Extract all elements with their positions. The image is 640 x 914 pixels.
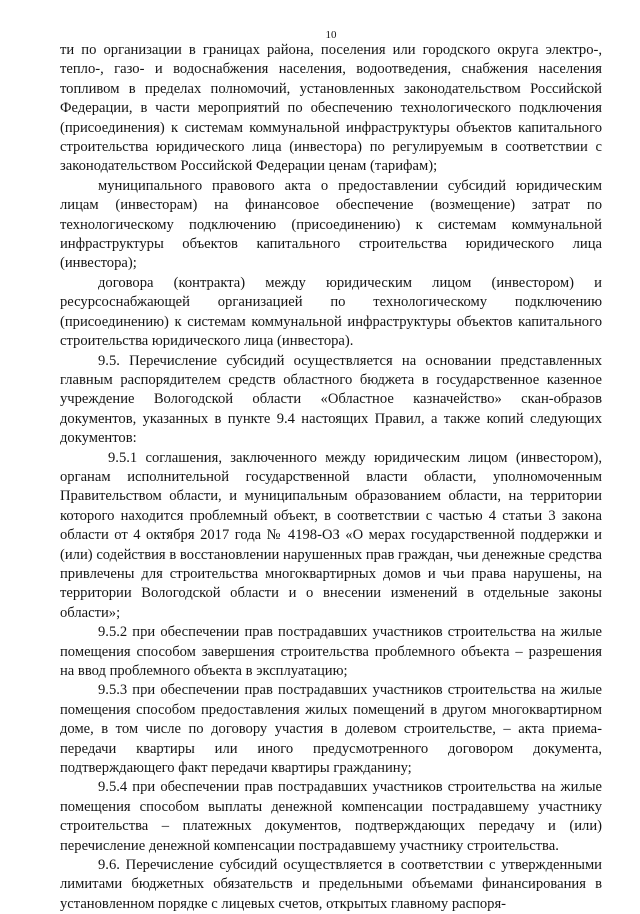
paragraph-9-5-3: 9.5.3 при обеспечении прав пострадавших участников строительства на жилые помещения способом предоставления жилых помещений в другом многоквартирном доме, в том числе по договору участия в долевом строительстве, – акта приема-передачи квартиры или иного предусмотренного договором документа, подтверждающего факт передачи квартиры гражданину; bbox=[60, 682, 602, 777]
paragraph-contract: договора (контракта) между юридическим лицом (инвестором) и ресурсоснабжающей организацией по технологическому подключению (присоединению) к системам коммунальной инфраструктуры объектов капитального строительства юридического лица (инвестора). bbox=[60, 274, 602, 350]
paragraph-continuation: ти по организации в границах района, поселения или городского округа электро-, тепло-, газо- и водоснабжения населения, водоотведения, снабжения населения топливом в пределах полномочий, установленных законодательством Российской Федерации, в части мероприятий по обеспечению технологического подключения (присоединения) к системам коммунальной инфраструктуры объектов капитального строительства юридического лица (инвестора) по регулируемым в соответствии с законодательством Российской Федерации ценам (тарифам); bbox=[60, 42, 602, 175]
paragraph-9-5: 9.5. Перечисление субсидий осуществляется на основании представленных главным распорядителем средств областного бюджета в государственное казенное учреждение Вологодской области «Областное казначейство» скан-образов документов, указанных в пункте 9.4 настоящих Правил, а также копий следующих документов: bbox=[60, 352, 602, 447]
document-body bbox=[60, 41, 602, 914]
document-page bbox=[60, 0, 602, 912]
paragraph-municipal-act: муниципального правового акта о предоставлении субсидий юридическим лицам (инвесторам) на финансовое обеспечение (возмещение) затрат по технологическому подключению (присоединению) к системам коммунальной инфраструктуры объектов капитального строительства юридического лица (инвестора); bbox=[60, 177, 602, 272]
paragraph-9-5-2: 9.5.2 при обеспечении прав пострадавших участников строительства на жилые помещения способом завершения строительства проблемного объекта – разрешения на ввод проблемного объекта в эксплуатацию; bbox=[60, 624, 602, 679]
page-number: 10 bbox=[325, 29, 337, 41]
paragraph-9-5-1: 9.5.1 соглашения, заключенного между юридическим лицом (инвестором), органам исполнительной государственной власти области, уполномоченным Правительством области, и муниципальным образованием области, на территории которого находится проблемный объект, в соответствии с частью 4 статьи 3 закона области от 4 октября 2017 года № 4198-ОЗ «О мерах государственной поддержки и (или) содействия в восстановлении нарушенных прав граждан, чьи денежные средства привлечены для строительства многоквартирных домов и чьи права нарушены, на территории Вологодской области и о внесении изменений в отдельные законы области»; bbox=[60, 449, 602, 621]
paragraph-9-6: 9.6. Перечисление субсидий осуществляется в соответствии с утвержденными лимитами бюджетных обязательств и предельными объемами финансирования в установленном порядке с лицевых счетов, открытых главному распоря- bbox=[60, 857, 602, 912]
paragraph-9-5-4: 9.5.4 при обеспечении прав пострадавших участников строительства на жилые помещения способом выплаты денежной компенсации пострадавшему участнику строительства – платежных документов, подтверждающих передачу и (или) перечисление денежной компенсации пострадавшему участнику строительства. bbox=[60, 779, 602, 854]
